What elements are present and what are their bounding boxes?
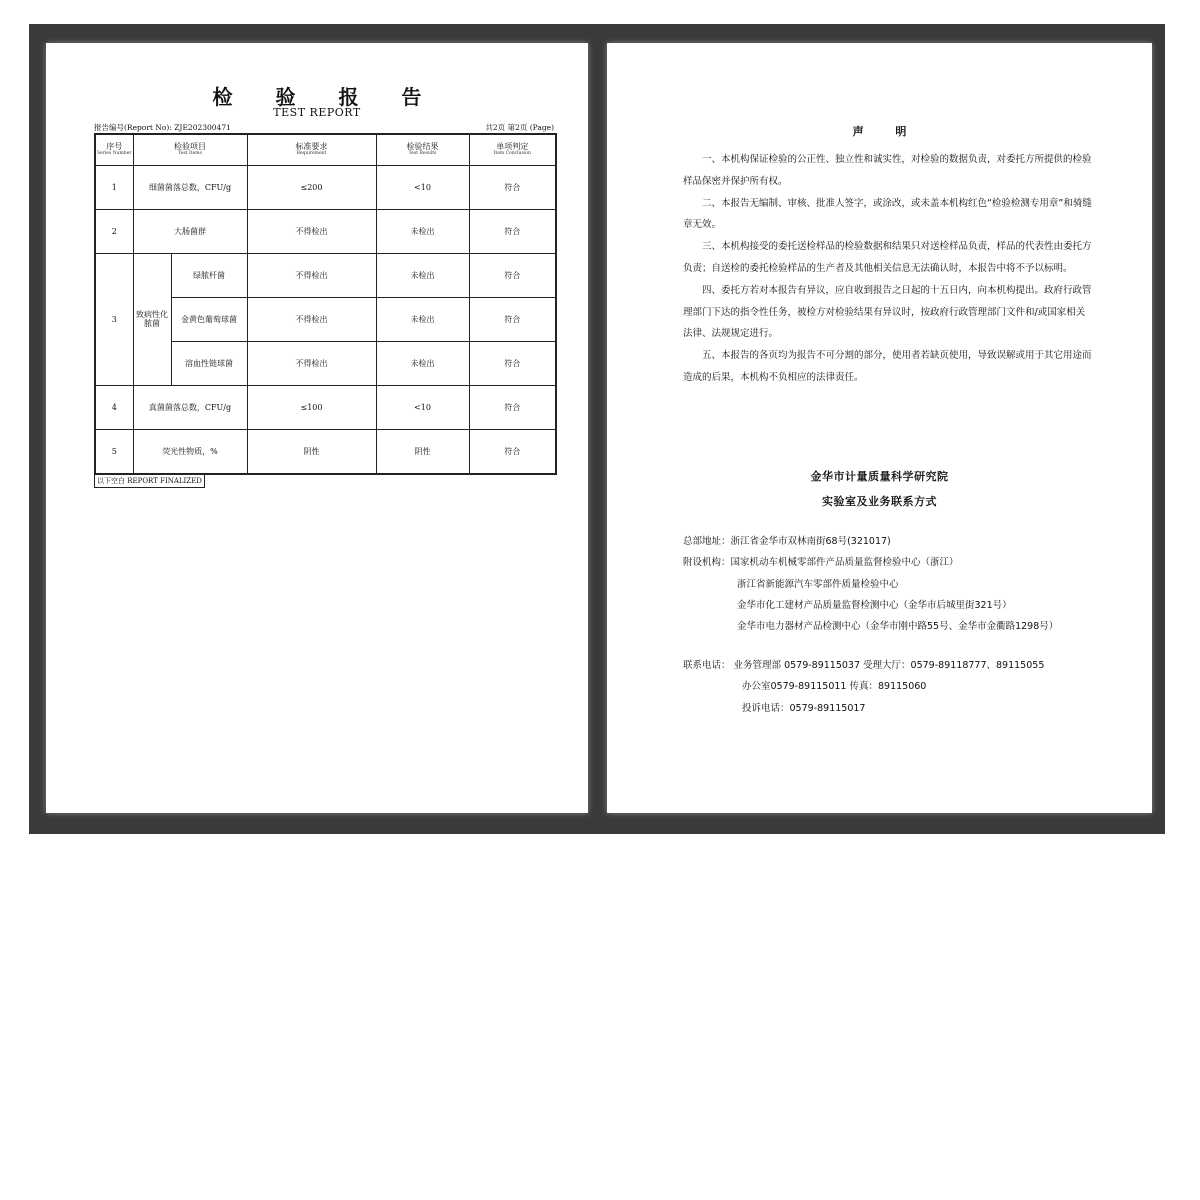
document-viewer bbox=[29, 24, 1165, 834]
affiliate-item: 浙江省新能源汽车零部件质量检验中心 bbox=[737, 578, 899, 590]
row-result: 未检出 bbox=[376, 210, 469, 254]
report-subtitle: TEST REPORT bbox=[273, 106, 361, 119]
row-requirement: 不得检出 bbox=[247, 254, 376, 298]
affiliates-label: 附设机构： bbox=[683, 557, 731, 569]
row-result: 未检出 bbox=[376, 254, 469, 298]
row-result: <10 bbox=[376, 386, 469, 430]
row-conclusion: 符合 bbox=[469, 342, 556, 386]
row-requirement: 不得检出 bbox=[247, 298, 376, 342]
declaration-title: 声 明 bbox=[852, 125, 921, 138]
row-item: 金黄色葡萄球菌 bbox=[171, 298, 247, 342]
row-number: 2 bbox=[95, 210, 133, 254]
header-items: 检验项目 Test Items bbox=[133, 134, 247, 166]
row-item: 荧光性物质，% bbox=[133, 430, 247, 475]
report-finalized-note: 以下空白 REPORT FINALIZED bbox=[94, 474, 205, 488]
declaration-paragraph: 一、本机构保证检验的公正性、独立性和诚实性，对检验的数据负责，对委托方所提供的检验样品保密并保护所有权。 bbox=[683, 154, 1092, 187]
header-conclusion: 单项判定 Item Conclusion bbox=[469, 134, 556, 166]
report-title: 检 验 报 告 bbox=[212, 85, 440, 109]
declaration-paragraph: 二、本报告无编制、审核、批准人签字，或涂改，或未盖本机构红色“检验检测专用章”和骑缝章无效。 bbox=[683, 197, 1092, 231]
row-requirement: 不得检出 bbox=[247, 210, 376, 254]
affiliate-item: 金华市电力器材产品检测中心（金华市刚中路55号、金华市金衢路1298号） bbox=[737, 621, 1059, 633]
header-series: 序号 Series Number bbox=[95, 134, 133, 166]
row-conclusion: 符合 bbox=[469, 210, 556, 254]
headquarters-address: 总部地址：浙江省金华市双林南街68号(321017) bbox=[683, 536, 891, 547]
row-item: 真菌菌落总数，CFU/g bbox=[133, 386, 247, 430]
report-page-left bbox=[46, 43, 588, 813]
declaration-paragraph: 四、委托方若对本报告有异议，应自收到报告之日起的十五日内，向本机构提出。政府行政管理部门下达的指令性任务，被检方对检验结果有异议时，按政府行政管理部门文件和/或国家相关法律、法规规定进行。 bbox=[683, 284, 1092, 340]
table-row bbox=[95, 210, 556, 254]
row-number: 5 bbox=[95, 430, 133, 475]
table-row bbox=[95, 166, 556, 210]
contact-block bbox=[683, 655, 1044, 719]
row-conclusion: 符合 bbox=[469, 430, 556, 475]
contact-label: 联系电话： bbox=[683, 660, 731, 671]
header-requirement: 标准要求 Requirement bbox=[247, 134, 376, 166]
row-number: 4 bbox=[95, 386, 133, 430]
row-group: 致病性化脓菌 bbox=[133, 254, 171, 386]
row-conclusion: 符合 bbox=[469, 254, 556, 298]
row-item: 大肠菌群 bbox=[133, 210, 247, 254]
row-item: 溶血性链球菌 bbox=[171, 342, 247, 386]
row-number: 3 bbox=[95, 254, 133, 386]
declaration-page-right bbox=[607, 43, 1152, 813]
affiliate-item: 国家机动车机械零部件产品质量监督检验中心（浙江） bbox=[730, 557, 959, 569]
report-number: 报告编号(Report No): ZJE202300471 bbox=[94, 123, 231, 132]
row-requirement: ≤100 bbox=[247, 386, 376, 430]
row-conclusion: 符合 bbox=[469, 298, 556, 342]
row-result: 未检出 bbox=[376, 342, 469, 386]
row-result: 未检出 bbox=[376, 298, 469, 342]
organization-subtitle: 实验室及业务联系方式 bbox=[822, 495, 937, 508]
table-header-row bbox=[95, 134, 556, 166]
table-row bbox=[95, 386, 556, 430]
row-requirement: 阴性 bbox=[247, 430, 376, 475]
row-item: 细菌菌落总数，CFU/g bbox=[133, 166, 247, 210]
row-requirement: ≤200 bbox=[247, 166, 376, 210]
row-requirement: 不得检出 bbox=[247, 342, 376, 386]
table-row bbox=[95, 254, 556, 298]
affiliate-line bbox=[683, 552, 1058, 573]
contact-item: 业务管理部 0579-89115037 受理大厅：0579-89118777、89115055 bbox=[733, 660, 1045, 671]
row-conclusion: 符合 bbox=[469, 166, 556, 210]
declaration-paragraph: 五、本报告的各页均为报告不可分割的部分，使用者若缺页使用，导致误解或用于其它用途而造成的后果，本机构不负相应的法律责任。 bbox=[683, 350, 1092, 383]
table-row bbox=[95, 430, 556, 475]
row-conclusion: 符合 bbox=[469, 386, 556, 430]
row-number: 1 bbox=[95, 166, 133, 210]
row-result: 阴性 bbox=[376, 430, 469, 475]
report-meta bbox=[94, 122, 554, 133]
page-info: 共2页 第2页 (Page) bbox=[485, 123, 554, 132]
header-results: 检验结果 Test Results bbox=[376, 134, 469, 166]
contact-item: 投诉电话：0579-89115017 bbox=[742, 702, 866, 714]
results-table bbox=[94, 133, 557, 475]
declaration-paragraph: 三、本机构接受的委托送检样品的检验数据和结果只对送检样品负责，样品的代表性由委托方负责；自送检的委托检验样品的生产者及其他相关信息无法确认时，本报告中将不予以标明。 bbox=[683, 241, 1092, 274]
organization-name: 金华市计量质量科学研究院 bbox=[810, 470, 949, 483]
address-block bbox=[683, 531, 1058, 637]
contact-line bbox=[683, 655, 1044, 676]
contact-item: 办公室0579-89115011 传真：89115060 bbox=[742, 681, 927, 693]
declaration-body bbox=[683, 149, 1093, 389]
row-item: 绿脓杆菌 bbox=[171, 254, 247, 298]
affiliate-item: 金华市化工建材产品质量监督检测中心（金华市后城里街321号） bbox=[737, 599, 1012, 611]
row-result: <10 bbox=[376, 166, 469, 210]
